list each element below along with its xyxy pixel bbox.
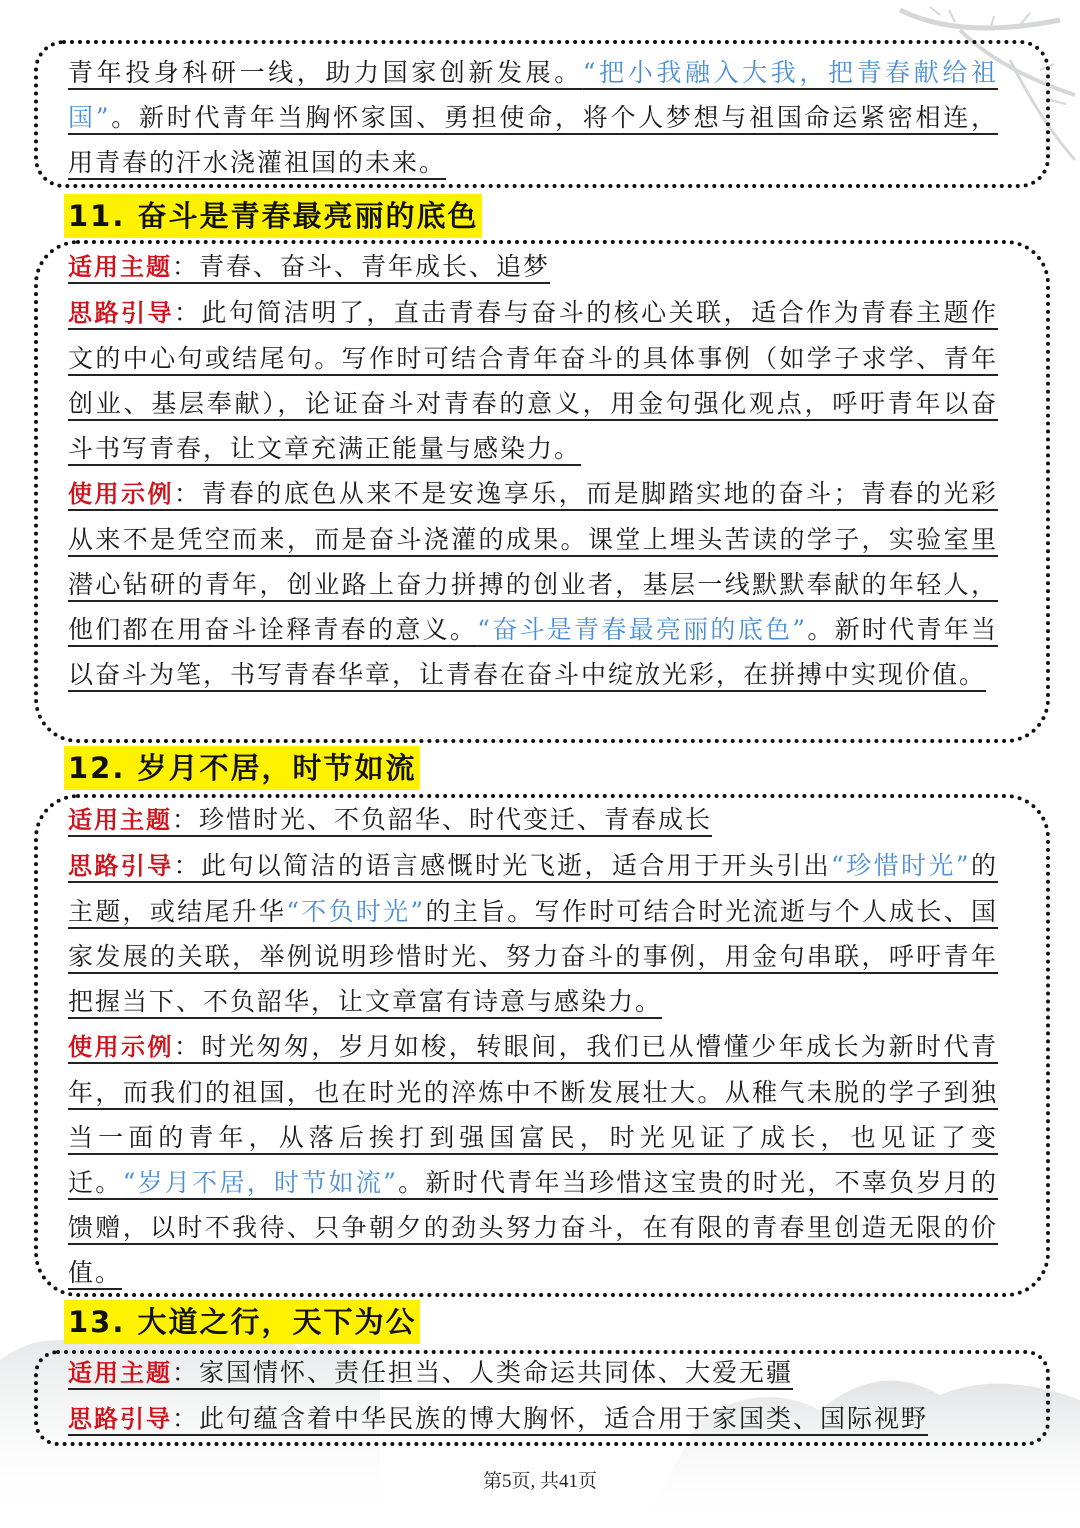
continuation-text xyxy=(68,50,998,185)
theme-label: 适用主题 xyxy=(68,253,172,281)
example-label: 使用示例 xyxy=(68,1033,174,1061)
example-quote: “奋斗是青春最亮丽的底色” xyxy=(477,615,808,644)
theme-label: 适用主题 xyxy=(68,806,172,834)
continuation-text-2: 。新时代青年当胸怀家国、勇担使命，将个人梦想与祖国命运紧密相连，用青春的汗水浇灌祖国的未来。 xyxy=(68,103,998,177)
section-11-heading: 11. 奋斗是青春最亮丽的底色 xyxy=(64,194,482,238)
example-quote: “岁月不居，时节如流” xyxy=(122,1168,398,1197)
section-13-content xyxy=(68,1350,998,1442)
theme-text: ：青春、奋斗、青年成长、追梦 xyxy=(172,252,551,281)
section-12-content xyxy=(68,797,998,1295)
theme-text: ：珍惜时光、不负韶华、时代变迁、青春成长 xyxy=(172,805,713,834)
guide-quote-2: “不负时光” xyxy=(286,897,426,926)
guide-text: ：此句蕴含着中华民族的博大胸怀，适合用于家国类、国际视野 xyxy=(172,1404,929,1433)
example-text-2: 。新时代青年当以奋斗为笔，书写青春华章，让青春在奋斗中绽放光彩，在拼搏中实现价值。 xyxy=(68,615,998,689)
guide-quote-1: “珍惜时光” xyxy=(831,851,971,880)
guide-text-2: 的主题，或结尾升华 xyxy=(68,851,998,926)
example-text-1: ：青春的底色从来不是安逸享乐，而是脚踏实地的奋斗；青春的光彩从来不是凭空而来，而是奋斗浇灌的成果。课堂上埋头苦读的学子，实验室里潜心钻研的青年，创业路上奋力拼搏的创业者，基层一线默默奉献的年轻人，他们都在用奋斗诠释青春的意义。 xyxy=(68,479,998,644)
section-13-heading: 13. 大道之行，天下为公 xyxy=(64,1300,420,1344)
guide-label: 思路引导 xyxy=(68,299,174,327)
example-text-1: ：时光匆匆，岁月如梭，转眼间，我们已从懵懂少年成长为新时代青年，而我们的祖国，也在时光的淬炼中不断发展壮大。从稚气未脱的学子到独当一面的青年，从落后挨打到强国富民，时光见证了成长，也见证了变迁。 xyxy=(68,1032,998,1197)
guide-text-3: 的主旨。写作时可结合时光流逝与个人成长、国家发展的关联，举例说明珍惜时光、努力奋斗的事例，用金句串联，呼吁青年把握当下、不负韶华，让文章富有诗意与感染力。 xyxy=(68,897,998,1016)
guide-label: 思路引导 xyxy=(68,852,174,880)
guide-text-1: ：此句以简洁的语言感慨时光飞逝，适合用于开头引出 xyxy=(173,851,832,880)
theme-label: 适用主题 xyxy=(68,1359,172,1387)
quote-text: “把小我融入大我，把青春献给祖国” xyxy=(68,58,998,132)
page-number-footer: 第5页, 共41页 xyxy=(482,1471,597,1492)
guide-label: 思路引导 xyxy=(68,1405,172,1433)
example-label: 使用示例 xyxy=(68,480,174,508)
guide-text: ：此句简洁明了，直击青春与奋斗的核心关联，适合作为青春主题作文的中心句或结尾句。写作时可结合青年奋斗的具体事例（如学子求学、青年创业、基层奉献），论证奋斗对青春的意义，用金句强化观点，呼吁青年以奋斗书写青春，让文章充满正能量与感染力。 xyxy=(68,298,998,463)
section-12-heading: 12. 岁月不居，时节如流 xyxy=(64,746,420,790)
section-11-content xyxy=(68,244,998,697)
example-text-2: 。新时代青年当珍惜这宝贵的时光，不辜负岁月的馈赠，以时不我待、只争朝夕的劲头努力奋斗，在有限的青春里创造无限的价值。 xyxy=(68,1168,998,1287)
theme-text: ：家国情怀、责任担当、人类命运共同体、大爱无疆 xyxy=(172,1358,794,1387)
continuation-text-1: 青年投身科研一线，助力国家创新发展。 xyxy=(68,58,583,87)
